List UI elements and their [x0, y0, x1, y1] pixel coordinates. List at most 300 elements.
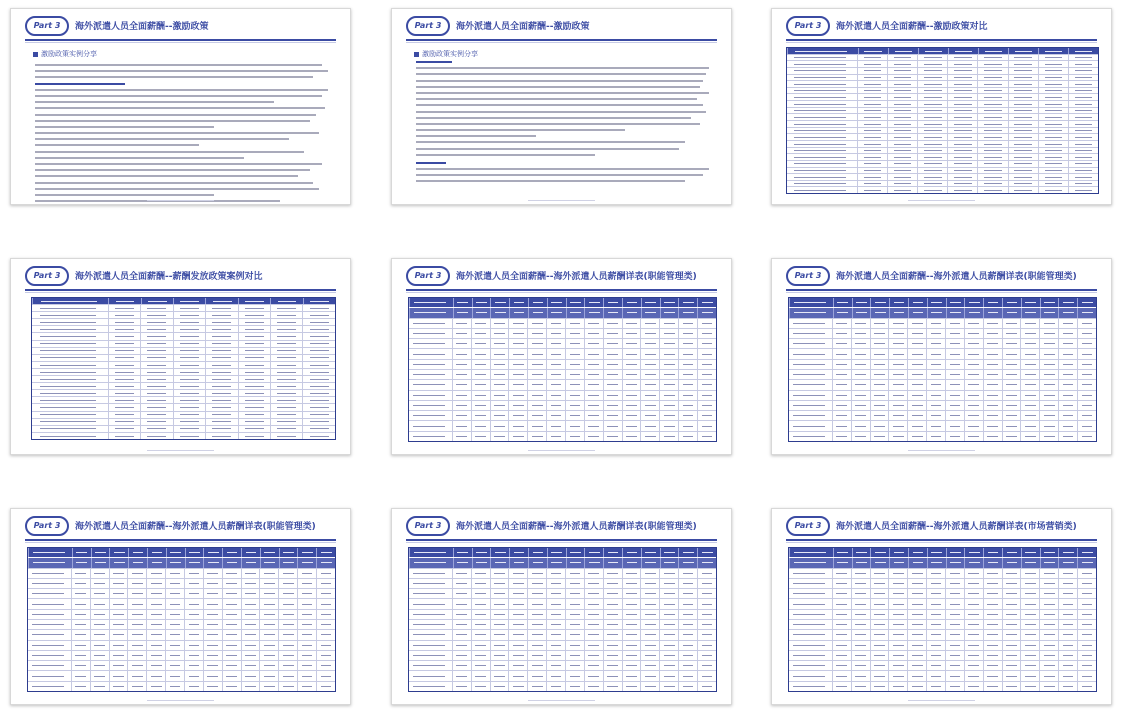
table-cell [945, 579, 964, 588]
table-cell [1008, 128, 1038, 134]
table-cell [302, 355, 334, 361]
table-cell [565, 339, 584, 348]
table-cell [697, 339, 716, 348]
table-cell [147, 558, 166, 567]
slide-header [772, 9, 1111, 39]
table-row [787, 167, 1098, 174]
table-cell [71, 579, 90, 588]
table-cell [173, 404, 205, 410]
table-cell [659, 620, 678, 629]
table-cell [584, 411, 603, 420]
table-cell [907, 630, 926, 639]
table-cell [28, 641, 71, 650]
table-cell [1002, 548, 1021, 557]
table-cell [108, 305, 140, 311]
table-row [409, 568, 716, 578]
table-cell [983, 360, 1002, 369]
table-cell [678, 349, 697, 358]
table-cell [471, 569, 490, 578]
table-cell [584, 589, 603, 598]
table-cell [222, 620, 241, 629]
table-cell [1002, 661, 1021, 670]
table-cell [1020, 579, 1039, 588]
table-cell [1077, 630, 1096, 639]
table-cell [789, 682, 832, 691]
table-cell [964, 349, 983, 358]
table-cell [1058, 620, 1077, 629]
table-cell [140, 397, 172, 403]
table-cell [964, 641, 983, 650]
slide-thumbnail-9[interactable] [771, 508, 1112, 705]
table-cell [983, 620, 1002, 629]
table-row [32, 311, 335, 318]
table-cell [472, 298, 491, 307]
table-cell [508, 610, 527, 619]
table-cell [603, 380, 622, 389]
table-cell [945, 599, 964, 608]
table-cell [1038, 168, 1068, 174]
table-cell [222, 651, 241, 660]
table-cell [302, 376, 334, 382]
table-cell [490, 370, 509, 379]
table-cell [259, 569, 278, 578]
table-cell [279, 548, 298, 557]
table-row [32, 396, 335, 403]
table-cell [603, 579, 622, 588]
title-divider-thin [25, 292, 336, 293]
table-row [409, 379, 716, 389]
table-cell [851, 589, 870, 598]
slide-header [11, 509, 350, 539]
table-cell [857, 114, 887, 120]
table-cell [964, 329, 983, 338]
table-cell [887, 68, 917, 74]
table-cell [316, 589, 335, 598]
table-cell [789, 558, 833, 567]
table-cell [490, 308, 509, 317]
table-cell [241, 682, 260, 691]
table-cell [1008, 148, 1038, 154]
table-cell [789, 589, 832, 598]
table-cell [870, 630, 889, 639]
table-cell [947, 134, 977, 140]
table-cell [927, 558, 946, 567]
table-cell [888, 411, 907, 420]
table-cell [907, 579, 926, 588]
section-heading-label: 激励政策实例分享 [422, 50, 478, 58]
table-cell [546, 671, 565, 680]
table-cell [870, 339, 889, 348]
table-cell [926, 391, 945, 400]
table-row [28, 650, 335, 660]
table-cell [409, 599, 452, 608]
table-cell [678, 339, 697, 348]
table-cell [1058, 599, 1077, 608]
table-cell [238, 383, 270, 389]
table-cell [907, 360, 926, 369]
table-cell [173, 362, 205, 368]
table-cell [278, 579, 297, 588]
table-cell [659, 349, 678, 358]
table-cell [603, 391, 622, 400]
table-cell [270, 376, 302, 382]
table-cell [1020, 620, 1039, 629]
table-cell [185, 558, 204, 567]
table-cell [527, 329, 546, 338]
table-cell [917, 94, 947, 100]
table-row [787, 180, 1098, 187]
table-cell [964, 319, 983, 328]
table-cell [71, 589, 90, 598]
table-cell [173, 383, 205, 389]
table-cell [832, 432, 851, 441]
table-cell [238, 305, 270, 311]
table-cell [978, 48, 1008, 54]
table-cell [471, 589, 490, 598]
table-cell [28, 589, 71, 598]
table-cell [983, 298, 1002, 307]
table-cell [926, 329, 945, 338]
table-cell [452, 641, 471, 650]
table-cell [678, 411, 697, 420]
table-cell [887, 114, 917, 120]
table-cell [565, 432, 584, 441]
table-cell [471, 610, 490, 619]
table-cell [508, 349, 527, 358]
table-cell [907, 661, 926, 670]
table-cell [977, 134, 1007, 140]
table-row [409, 410, 716, 420]
table-cell [1002, 308, 1021, 317]
table-cell [278, 630, 297, 639]
slide-footer [11, 450, 350, 451]
table-cell [1039, 329, 1058, 338]
table-cell [1038, 101, 1068, 107]
table-cell [546, 360, 565, 369]
table-cell [270, 362, 302, 368]
table-cell [789, 308, 833, 317]
table-cell [926, 339, 945, 348]
table-cell [832, 671, 851, 680]
table-cell [527, 421, 546, 430]
table-cell [127, 579, 146, 588]
table-cell [678, 579, 697, 588]
table-cell [851, 421, 870, 430]
table-cell [471, 579, 490, 588]
table-cell [1068, 94, 1098, 100]
table-cell [140, 355, 172, 361]
table-cell [1039, 589, 1058, 598]
table-cell [527, 651, 546, 660]
table-cell [241, 599, 260, 608]
table-cell [297, 589, 316, 598]
table-cell [1038, 128, 1068, 134]
table-cell [173, 433, 205, 439]
table-cell [205, 326, 237, 332]
table-cell [964, 401, 983, 410]
table-cell [917, 114, 947, 120]
table-row [28, 598, 335, 608]
table-row [28, 640, 335, 650]
table-cell [490, 432, 509, 441]
table-cell [1058, 421, 1077, 430]
table-cell [584, 651, 603, 660]
table-cell [452, 682, 471, 691]
table-cell [1002, 671, 1021, 680]
table-cell [640, 641, 659, 650]
table-cell [787, 101, 857, 107]
table-cell [977, 174, 1007, 180]
table-cell [1038, 61, 1068, 67]
table-cell [659, 569, 678, 578]
table-cell [184, 661, 203, 670]
table-cell [887, 94, 917, 100]
table-cell [945, 610, 964, 619]
slide-thumbnail-3[interactable] [771, 8, 1112, 205]
table-cell [926, 421, 945, 430]
table-cell [146, 569, 165, 578]
table-cell [787, 114, 857, 120]
table-cell [603, 630, 622, 639]
table-cell [870, 589, 889, 598]
table-cell [622, 682, 641, 691]
table-cell [222, 589, 241, 598]
table-cell [90, 620, 109, 629]
table-row [787, 140, 1098, 147]
table-cell [641, 548, 660, 557]
table-cell [1039, 682, 1058, 691]
table-cell [146, 682, 165, 691]
table-cell [888, 349, 907, 358]
slide-footer [11, 700, 350, 701]
table-cell [917, 55, 947, 61]
table-cell [28, 599, 71, 608]
slide-title: 海外派遣人员全面薪酬--海外派遣人员薪酬详表(职能管理类) [456, 272, 697, 282]
table-cell [659, 651, 678, 660]
table-cell [471, 641, 490, 650]
table-cell [316, 579, 335, 588]
slide-thumbnail-8[interactable] [391, 508, 732, 705]
table-cell [127, 671, 146, 680]
table-cell [697, 610, 716, 619]
table-cell [90, 641, 109, 650]
table-cell [983, 589, 1002, 598]
table-cell [789, 548, 833, 557]
table-cell [565, 349, 584, 358]
table-cell [108, 376, 140, 382]
table-cell [1038, 141, 1068, 147]
table-cell [108, 390, 140, 396]
table-cell [983, 319, 1002, 328]
table-cell [109, 630, 128, 639]
table-cell [887, 121, 917, 127]
table-cell [109, 641, 128, 650]
slide-thumbnail-1[interactable] [10, 8, 351, 205]
table-cell [1002, 391, 1021, 400]
table-cell [907, 599, 926, 608]
table-cell [857, 61, 887, 67]
table-cell [887, 134, 917, 140]
table-cell [870, 599, 889, 608]
table-cell [787, 187, 857, 193]
table-cell [622, 599, 641, 608]
table-cell [851, 380, 870, 389]
table-cell [857, 108, 887, 114]
table-cell [917, 168, 947, 174]
table-cell [108, 412, 140, 418]
table-cell [787, 121, 857, 127]
table-cell [128, 558, 147, 567]
table-cell [1002, 620, 1021, 629]
table-cell [547, 308, 566, 317]
table-cell [452, 370, 471, 379]
table-cell [917, 68, 947, 74]
table-cell [888, 661, 907, 670]
table-cell [471, 360, 490, 369]
table-cell [90, 630, 109, 639]
table-cell [508, 380, 527, 389]
table-cell [1077, 370, 1096, 379]
table-cell [71, 661, 90, 670]
table-cell [870, 610, 889, 619]
table-cell [622, 610, 641, 619]
table-cell [108, 419, 140, 425]
table-cell [584, 380, 603, 389]
table-cell [917, 161, 947, 167]
table-cell [1058, 569, 1077, 578]
table-cell [678, 641, 697, 650]
slide-thumbnail-4[interactable] [10, 258, 351, 455]
table-cell [302, 348, 334, 354]
table-cell [870, 558, 889, 567]
table-cell [471, 599, 490, 608]
table-cell [1008, 88, 1038, 94]
table-cell [659, 661, 678, 670]
table-cell [584, 599, 603, 608]
table-cell [316, 620, 335, 629]
part-badge: Part 3 [786, 516, 830, 536]
table-cell [1038, 134, 1068, 140]
part-badge: Part 3 [786, 266, 830, 286]
table-cell [1038, 68, 1068, 74]
title-divider [25, 289, 336, 291]
table-cell [140, 412, 172, 418]
table-cell [964, 432, 983, 441]
table-cell [832, 349, 851, 358]
table-cell [926, 671, 945, 680]
table-cell [926, 579, 945, 588]
table-row [787, 87, 1098, 94]
table-cell [1058, 589, 1077, 598]
table-cell [584, 349, 603, 358]
slide-footer [392, 450, 731, 451]
table-cell [917, 187, 947, 193]
table-cell [471, 391, 490, 400]
table-cell [140, 362, 172, 368]
table-cell [888, 401, 907, 410]
table-cell [640, 329, 659, 338]
table-cell [832, 589, 851, 598]
table-cell [527, 319, 546, 328]
table-row [789, 609, 1096, 619]
table-cell [983, 432, 1002, 441]
table-cell [471, 329, 490, 338]
table-cell [832, 569, 851, 578]
table-cell [546, 432, 565, 441]
table-cell [964, 651, 983, 660]
table-cell [789, 599, 832, 608]
part-badge: Part 3 [406, 16, 450, 36]
table-cell [622, 298, 641, 307]
table-cell [173, 397, 205, 403]
table-cell [566, 548, 585, 557]
table-cell [205, 383, 237, 389]
table-cell [546, 579, 565, 588]
table-row [789, 640, 1096, 650]
table-cell [471, 671, 490, 680]
table-cell [297, 548, 316, 557]
table-cell [108, 397, 140, 403]
table-cell [546, 349, 565, 358]
table-cell [203, 579, 222, 588]
table-cell [918, 48, 948, 54]
slide-footer [392, 200, 731, 201]
table-cell [964, 421, 983, 430]
table-cell [947, 121, 977, 127]
table-cell [1040, 308, 1059, 317]
table-cell [1040, 298, 1059, 307]
table-cell [789, 579, 832, 588]
table-cell [508, 589, 527, 598]
table-cell [108, 362, 140, 368]
table-cell [140, 348, 172, 354]
slide-thumbnail-6[interactable] [771, 258, 1112, 455]
table-cell [527, 589, 546, 598]
table-cell [490, 610, 509, 619]
table-cell [316, 599, 335, 608]
slide-thumbnail-5[interactable] [391, 258, 732, 455]
table-cell [566, 558, 585, 567]
table-cell [870, 569, 889, 578]
table-cell [832, 651, 851, 660]
table-cell [983, 401, 1002, 410]
table-cell [527, 610, 546, 619]
table-cell [259, 589, 278, 598]
table-cell [565, 661, 584, 670]
table-cell [546, 329, 565, 338]
table-cell [165, 579, 184, 588]
table-cell [964, 620, 983, 629]
section-heading [414, 49, 478, 59]
slide-thumbnail-2[interactable] [391, 8, 732, 205]
table-cell [947, 114, 977, 120]
table-cell [1058, 661, 1077, 670]
table-row [28, 588, 335, 598]
table-cell [851, 349, 870, 358]
slide-thumbnail-7[interactable] [10, 508, 351, 705]
table-cell [108, 348, 140, 354]
table-cell [173, 369, 205, 375]
table-cell [870, 360, 889, 369]
table-cell [870, 380, 889, 389]
table-cell [452, 329, 471, 338]
table-row [409, 328, 716, 338]
table-cell [127, 630, 146, 639]
table-cell [917, 134, 947, 140]
table-cell [1039, 339, 1058, 348]
table-cell [603, 610, 622, 619]
table-cell [888, 391, 907, 400]
